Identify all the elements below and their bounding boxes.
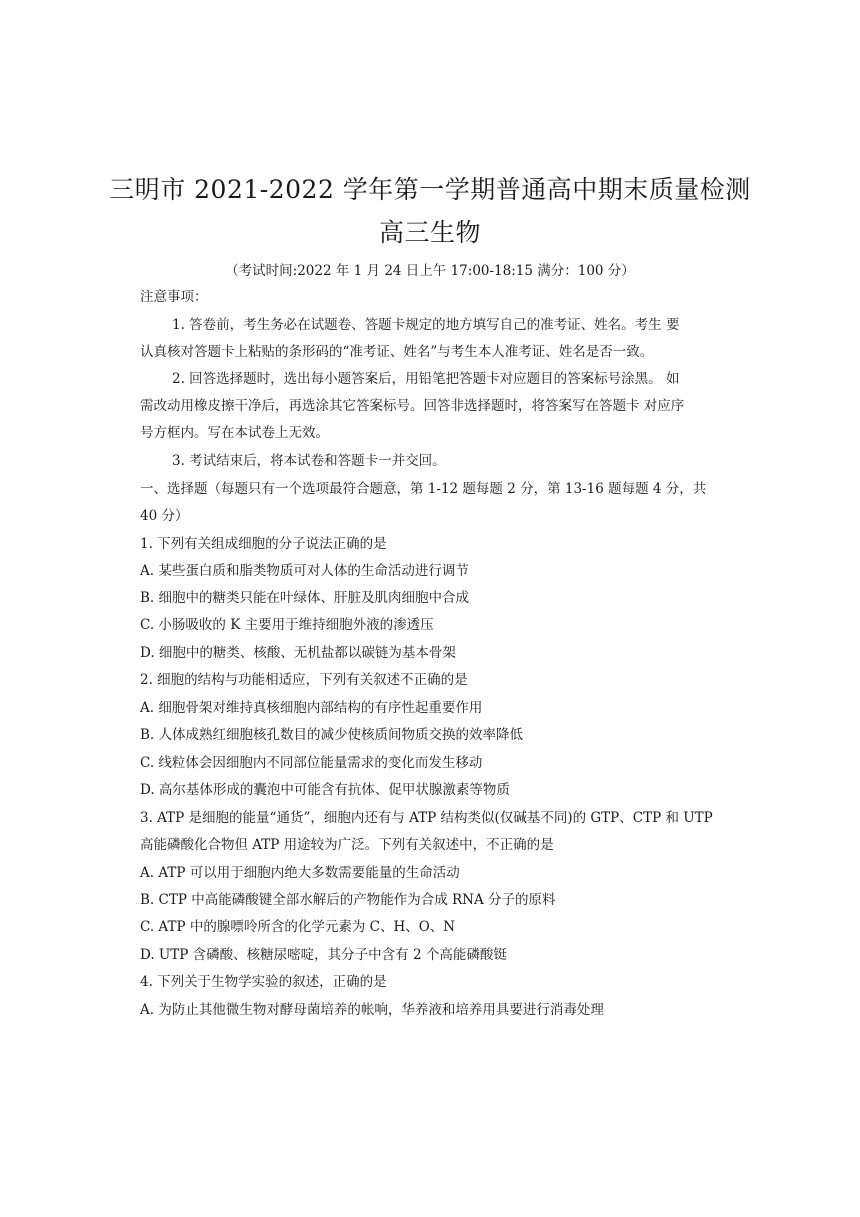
question-3-option-c: C. ATP 中的腺嘌呤所含的化学元素为 C、H、O、N	[140, 919, 456, 935]
question-1-option-c: C. 小肠吸收的 K 主要用于维持细胞外液的渗透压	[140, 617, 434, 633]
question-2-option-d: D. 高尔基体形成的囊泡中可能含有抗体、促甲状腺激素等物质	[140, 782, 510, 798]
note-2-line-1: 2. 回答选择题时，选出每小题答案后，用铅笔把答题卡对应题目的答案标号涂黑。 如	[172, 371, 680, 387]
question-1-stem: 1. 下列有关组成细胞的分子说法正确的是	[140, 536, 387, 552]
question-3-stem-line-2: 高能磷酸化合物但 ATP 用途较为广泛。下列有关叙述中，不正确的是	[140, 837, 554, 853]
question-2-option-b: B. 人体成熟红细胞核孔数目的减少使核质间物质交换的效率降低	[140, 727, 524, 743]
notes-heading: 注意事项：	[140, 289, 208, 305]
note-1-line-1: 1. 答卷前，考生务必在试题卷、答题卡规定的地方填写自己的准考证、姓名。考生 要	[172, 317, 680, 333]
question-2-option-c: C. 线粒体会因细胞内不同部位能量需求的变化而发生移动	[140, 755, 483, 771]
question-3-option-d: D. UTP 含磷酸、核糖尿嘧啶，其分子中含有 2 个高能磷酸铤	[140, 947, 507, 963]
question-2-option-a: A. 细胞骨架对维持真核细胞内部结构的有序性起重要作用	[140, 700, 483, 716]
question-3-option-a: A. ATP 可以用于细胞内绝大多数需要能量的生命活动	[140, 865, 460, 881]
note-2-line-3: 号方框内。写在本试卷上无效。	[140, 425, 329, 441]
question-1-option-a: A. 某些蛋白质和脂类物质可对人体的生命活动进行调节	[140, 563, 469, 579]
question-1-option-b: B. 细胞中的糖类只能在叶绿体、肝脏及肌肉细胞中合成	[140, 590, 470, 606]
question-3-stem-line-1: 3. ATP 是细胞的能量“通货”，细胞内还有与 ATP 结构类似(仅碱基不同)的 GTP、CTP 和 UTP	[140, 810, 713, 826]
section-heading-line-1: 一、选择题（每题只有一个选项最符合题意，第 1-12 题每题 2 分，第 13-16 题每题 4 分，共	[140, 481, 707, 497]
question-4-option-a: A. 为防止其他微生物对酵母菌培养的帐响，华养液和培养用具要进行消毒处理	[140, 1002, 604, 1018]
note-1-line-2: 认真核对答题卡上粘贴的条形码的“准考证、姓名”与考生本人准考证、姓名是否一致。	[140, 344, 654, 360]
question-2-stem: 2. 细胞的结构与功能相适应，下列有关叙述不正确的是	[140, 672, 468, 688]
page-title: 三明市 2021-2022 学年第一学期普通高中期末质量检测	[109, 175, 751, 204]
note-2-line-2: 需改动用橡皮擦干净后，再选涂其它答案标号。回答非选择题时，将答案写在答题卡 对应序	[140, 398, 685, 414]
note-3-line-1: 3. 考试结束后，将本试卷和答题卡一并交回。	[172, 453, 446, 469]
question-4-stem: 4. 下列关于生物学实验的叙述，正确的是	[140, 974, 387, 990]
question-1-option-d: D. 细胞中的糖类、核酸、无机盐都以碳链为基本骨架	[140, 645, 456, 661]
question-3-option-b: B. CTP 中高能磷酸键全部水解后的产物能作为合成 RNA 分子的原料	[140, 892, 556, 908]
exam-info: （考试时间:2022 年 1 月 24 日上午 17:00-18:15 满分：100 分）	[225, 263, 635, 279]
section-heading-line-2: 40 分）	[140, 508, 189, 524]
page-subtitle: 高三生物	[378, 218, 481, 247]
